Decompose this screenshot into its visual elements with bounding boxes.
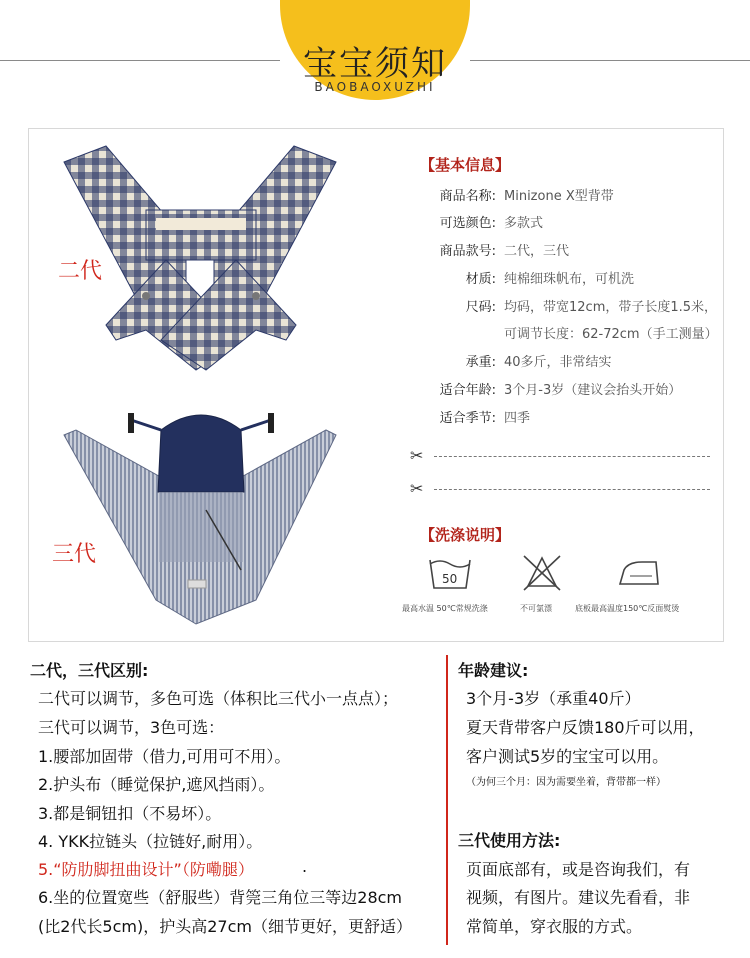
iron-icon	[620, 562, 658, 584]
usage-line: 常简单，穿衣服的方式。	[466, 917, 643, 936]
info-row-key: 承重:	[465, 355, 496, 370]
wash-label: 最高水温 50℃常规洗涤	[402, 604, 488, 613]
no-bleach-icon	[524, 556, 560, 590]
info-row	[418, 240, 569, 259]
info-row-value: 可调节长度：62-72cm（手工测量）	[504, 327, 718, 342]
wash-50-icon	[430, 560, 470, 588]
gen2-carrier-image	[64, 146, 336, 370]
diff-line: 4. YKK拉链头（拉链好,耐用）。	[38, 832, 263, 851]
wash-title: 【洗涤说明】	[420, 526, 511, 544]
info-row-key: 商品名称:	[439, 189, 496, 204]
diff-line: (比2代长5cm)，护头高27cm（细节更好，更舒适）	[38, 917, 412, 936]
info-row-key: 材质:	[465, 272, 496, 287]
info-row-value: 多款式	[504, 216, 544, 231]
header-title: 宝宝须知	[303, 44, 447, 84]
wash-label: 底板最高温度150℃反面熨烫	[575, 604, 680, 613]
header-subtitle: BAOBAOXUZHI	[314, 80, 436, 94]
info-row-value: Minizone X型背带	[504, 189, 614, 204]
scissors-icon: ✂	[410, 446, 424, 465]
info-row-value: 3个月-3岁（建议会抬头开始）	[504, 383, 682, 398]
age-heading: 年龄建议:	[458, 661, 529, 680]
header-divider-left	[0, 60, 280, 61]
info-row	[418, 185, 614, 204]
scissors-icon: ✂	[410, 479, 424, 498]
usage-line: 页面底部有，或是咨询我们，有	[466, 860, 691, 879]
diff-line: 6.坐的位置宽些（舒服些）背筦三角位三等边28cm	[38, 888, 403, 907]
usage-heading: 三代使用方法:	[458, 831, 561, 850]
diff-heading: 二代，三代区别:	[30, 661, 149, 680]
gen3-label: 三代	[52, 542, 97, 567]
info-row	[418, 268, 634, 287]
diff-line: 2.护头布（睡觉保护,遮风挡雨）。	[38, 775, 275, 794]
info-row	[418, 212, 543, 231]
info-row-value: 纯棉细珠帆布，可机洗	[504, 272, 635, 287]
info-row-key: 适合季节:	[439, 411, 496, 426]
info-row-key: 可选颜色:	[439, 216, 496, 231]
info-row	[418, 379, 681, 398]
column-divider	[446, 655, 448, 945]
info-row	[418, 323, 718, 342]
usage-line: 视频，有图片。建议先看看，非	[466, 888, 691, 907]
cut-line	[410, 479, 710, 498]
section-header	[0, 0, 750, 110]
info-row-value: 四季	[504, 411, 531, 426]
diff-line: 1.腰部加固带（借力,可用可不用）。	[38, 747, 291, 766]
diff-line-period: .	[302, 857, 308, 876]
diff-line: 三代可以调节，3色可选：	[38, 718, 225, 737]
info-row-value: 二代，三代	[504, 244, 570, 259]
info-row-value: 均码，带宽12cm，带子长度1.5米，	[504, 300, 718, 315]
info-row-key: 尺码:	[465, 300, 496, 315]
diff-line: 3.都是铜钮扣（不易坏）。	[38, 804, 222, 823]
age-note: （为何三个月：因为需要坐着，背带都一样）	[466, 777, 666, 788]
age-line: 3个月-3岁（承重40斤）	[466, 689, 641, 708]
basic-info-title: 【基本信息】	[420, 156, 511, 174]
age-line: 客户测试5岁的宝宝可以用。	[466, 747, 669, 766]
cut-line	[410, 446, 710, 465]
info-row	[418, 351, 612, 370]
header-divider-right	[470, 60, 750, 61]
wash-icons	[420, 550, 680, 596]
diff-line: 二代可以调节，多色可选（体积比三代小一点点）；	[38, 689, 399, 708]
info-row-key: 商品款号:	[439, 244, 496, 259]
wash-temp: 50	[442, 572, 458, 586]
age-line: 夏天背带客户反馈180斤可以用，	[466, 718, 705, 737]
info-row-value: 40多斤，非常结实	[504, 355, 612, 370]
diff-line-highlight: 5.“防肋脚扭曲设计”（防嘞腿）	[38, 860, 254, 879]
gen2-label: 二代	[58, 259, 103, 284]
info-row-key: 适合年龄:	[439, 383, 496, 398]
gen3-carrier-image	[64, 413, 336, 624]
info-row	[418, 296, 717, 315]
wash-label: 不可氯漂	[520, 604, 552, 613]
info-row	[418, 407, 530, 426]
